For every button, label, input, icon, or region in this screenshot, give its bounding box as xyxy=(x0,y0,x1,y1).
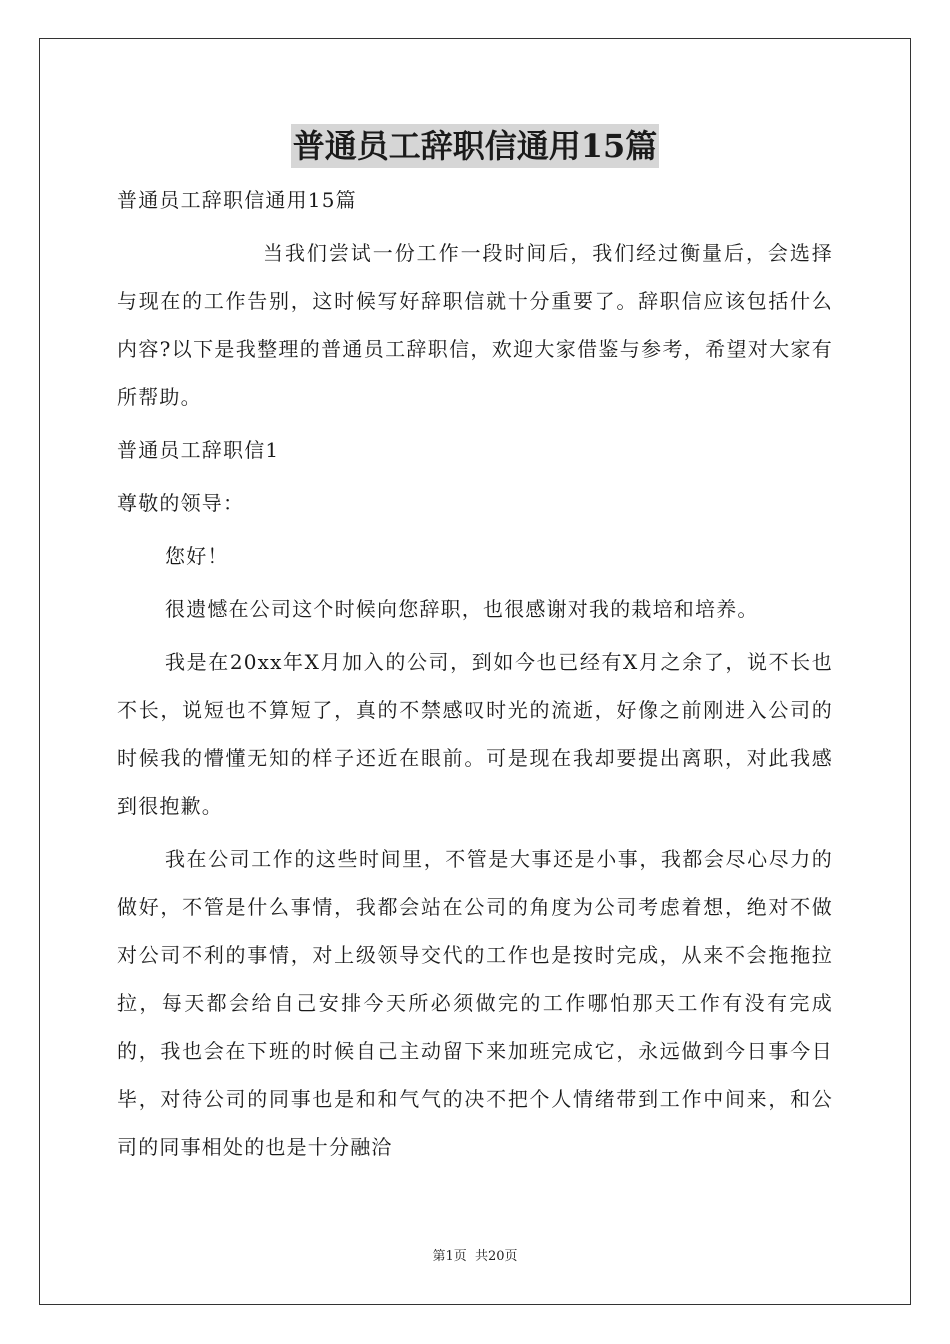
body-paragraph: 我在公司工作的这些时间里，不管是大事还是小事，我都会尽心尽力的做好，不管是什么事情，我都会站在公司的角度为公司考虑着想，绝对不做对公司不利的事情，对上级领导交代的工作也是按时完成，从来不会拖拖拉拉，每天都会给自己安排今天所必须做完的工作哪怕那天工作有没有完成的，我也会在下班的时候自己主动留下来加班完成它，永远做到今日事今日毕，对待公司的同事也是和和气气的决不把个人情绪带到工作中间来，和公司的同事相处的也是十分融洽 xyxy=(117,847,833,1159)
page-number: 第1页 xyxy=(432,1249,467,1264)
document-body xyxy=(117,176,833,1171)
intro-paragraph: 当我们尝试一份工作一段时间后，我们经过衡量后，会选择与现在的工作告别，这时候写好辞职信就十分重要了。辞职信应该包括什么内容?以下是我整理的普通员工辞职信，欢迎大家借鉴与参考，希望对大家有所帮助。 xyxy=(117,241,833,409)
section-heading: 普通员工辞职信1 xyxy=(117,438,280,462)
document-title: 普通员工辞职信通用15篇 xyxy=(291,124,660,168)
greeting: 您好！ xyxy=(165,544,229,568)
document-subtitle: 普通员工辞职信通用15篇 xyxy=(117,188,357,212)
salutation: 尊敬的领导： xyxy=(117,491,245,515)
title-container xyxy=(0,124,950,168)
body-paragraph: 我是在20xx年X月加入的公司，到如今也已经有X月之余了，说不长也不长，说短也不算短了，真的不禁感叹时光的流逝，好像之前刚进入公司的时候我的懵懂无知的样子还近在眼前。可是现在我却要提出离职，对此我感到很抱歉。 xyxy=(117,650,833,818)
page-footer xyxy=(0,1245,950,1264)
total-pages: 共20页 xyxy=(474,1249,518,1264)
body-paragraph: 很遗憾在公司这个时候向您辞职，也很感谢对我的栽培和培养。 xyxy=(165,597,759,621)
